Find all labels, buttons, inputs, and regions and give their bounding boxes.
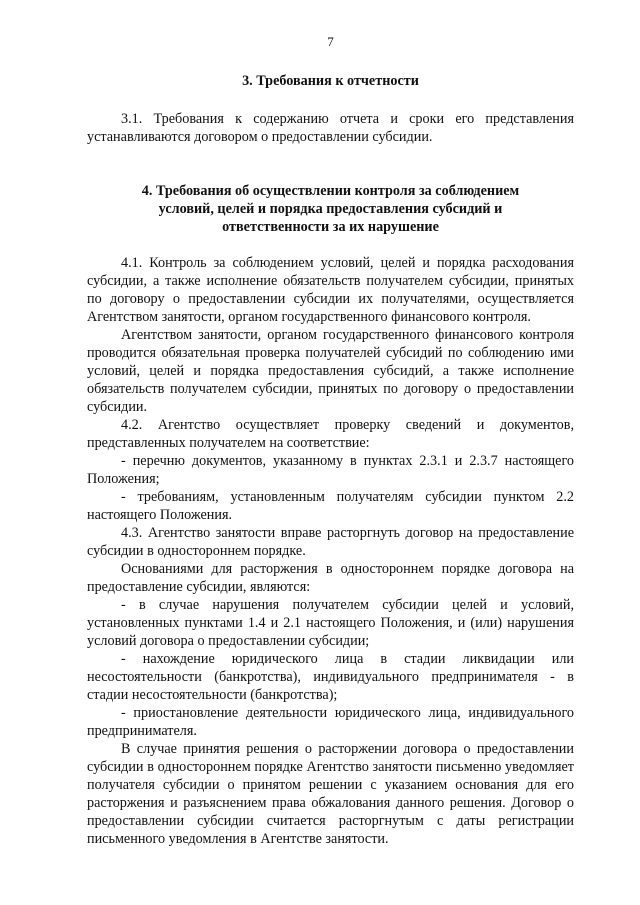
list-item-requirements: - требованиям, установленным получателям субсидии пунктом 2.2 настоящего Положения. [87, 489, 574, 523]
list-item-document-list: - перечню документов, указанному в пунктах 2.3.1 и 2.3.7 настоящего Положения; [87, 453, 574, 487]
paragraph-4-2: 4.2. Агентство осуществляет проверку сведений и документов, представленных получателем на соответствие: [87, 417, 574, 451]
section-3-heading: 3. Требования к отчетности [242, 73, 419, 89]
section-4-heading-line-3: ответственности за их нарушение [222, 219, 439, 235]
section-4-heading [87, 182, 574, 236]
list-item-liquidation: - нахождение юридического лица в стадии ликвидации или несостоятельности (банкротства), индивидуального предпринимателя - в стадии несостоятельности (банкротства); [87, 651, 574, 703]
paragraph-3-1: 3.1. Требования к содержанию отчета и сроки его представления устанавливаются договором о предоставлении субсидии. [87, 111, 574, 145]
paragraph-4-1: 4.1. Контроль за соблюдением условий, целей и порядка расходования субсидии, а также исполнение обязательств получателем субсидии, принятых по договору о предоставлении субсидии их получателями, осуществляется Агентством занятости, органом государственного финансового контроля. [87, 255, 574, 325]
paragraph-grounds: Основаниями для расторжения в одностороннем порядке договора на предоставление субсидии, являются: [87, 561, 574, 595]
list-item-violation: - в случае нарушения получателем субсидии целей и условий, установленных пунктами 1.4 и 2.1 настоящего Положения, и (или) нарушения условий договора о предоставлении субсидии; [87, 597, 574, 649]
list-item-suspension: - приостановление деятельности юридического лица, индивидуального предпринимателя. [87, 705, 574, 739]
page-number: 7 [327, 34, 334, 49]
section-4-heading-line-1: 4. Требования об осуществлении контроля за соблюдением [141, 183, 520, 199]
paragraph-4-1-inspection: Агентством занятости, органом государственного финансового контроля проводится обязательная проверка получателей субсидий по соблюдению ими условий, целей и порядка предоставления субсидий, а также исполнение обязательств получателем субсидии, принятых по договору о предоставлении субсидии. [87, 327, 574, 415]
paragraph-termination-notice: В случае принятия решения о расторжении договора о предоставлении субсидии в одностороннем порядке Агентство занятости письменно уведомляет получателя субсидии о принятом решении с указанием основания для его расторжения и разъяснением права обжалования данного решения. Договор о предоставлении субсидии считается расторгнутым с даты регистрации письменного уведомления в Агентстве занятости. [87, 741, 574, 847]
section-4-heading-line-2: условий, целей и порядка предоставления субсидий и [158, 201, 503, 217]
paragraph-4-3: 4.3. Агентство занятости вправе расторгнуть договор на предоставление субсидии в одностороннем порядке. [87, 525, 574, 559]
